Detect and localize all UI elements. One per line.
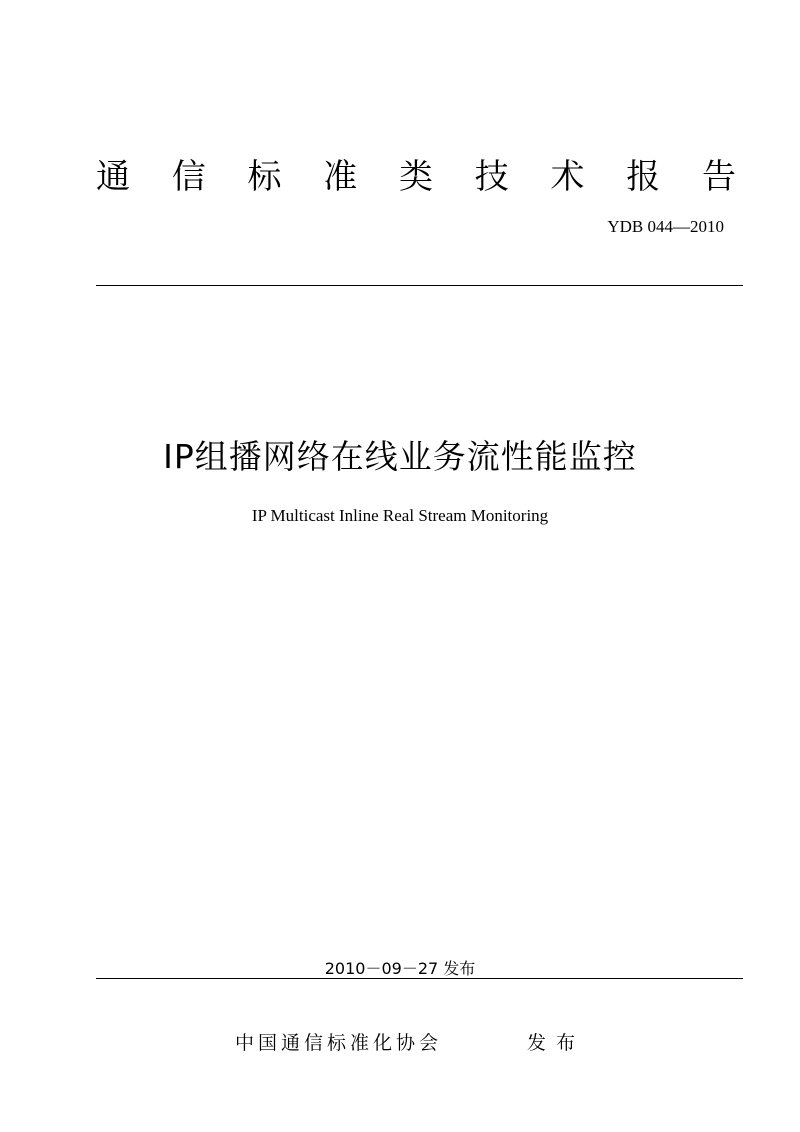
report-type-char: 类 bbox=[399, 157, 433, 197]
publisher-name: 中国通信标准化协会 bbox=[235, 1032, 443, 1054]
report-type-char: 技 bbox=[474, 157, 509, 197]
standard-number: YDB 044—2010 bbox=[607, 217, 724, 236]
report-type-char: 准 bbox=[323, 157, 358, 197]
bottom-divider bbox=[96, 978, 743, 979]
report-type-char: 标 bbox=[247, 157, 282, 197]
report-type-char: 通 bbox=[96, 157, 130, 197]
document-title-chinese: IP组播网络在线业务流性能监控 bbox=[163, 437, 637, 476]
report-type-char: 报 bbox=[626, 157, 661, 197]
report-type-char: 术 bbox=[550, 157, 585, 197]
report-type-char: 告 bbox=[702, 157, 736, 197]
report-type-heading bbox=[96, 155, 736, 199]
top-divider bbox=[96, 285, 743, 286]
report-type-char: 信 bbox=[171, 157, 206, 197]
issue-date: 2010－09－27 发布 bbox=[324, 959, 476, 978]
document-title-english: IP Multicast Inline Real Stream Monitoring bbox=[251, 506, 549, 525]
publish-label: 发布 bbox=[527, 1032, 586, 1054]
